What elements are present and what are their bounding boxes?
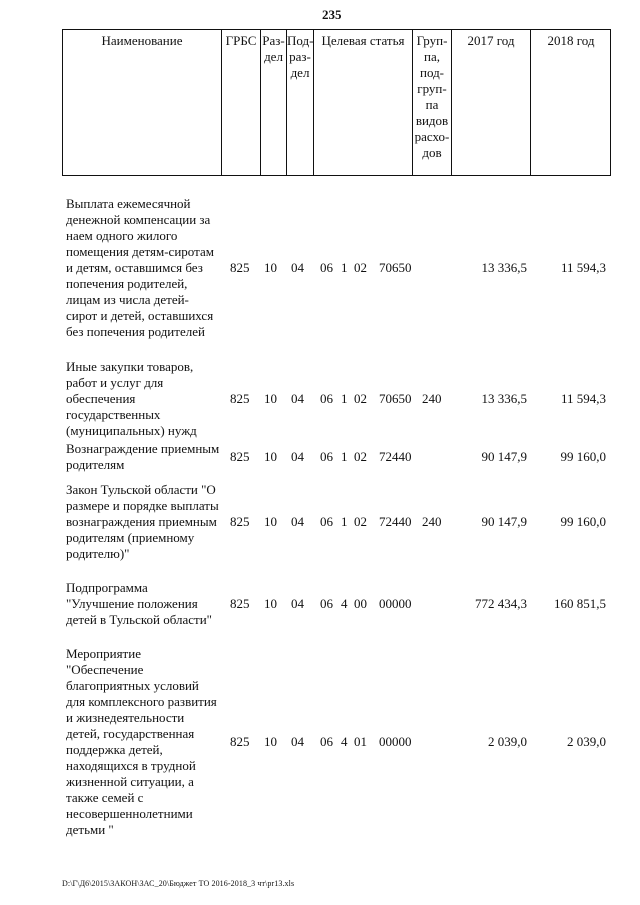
cell-2017: 772 434,3 xyxy=(475,596,527,611)
row-name: Мероприятие "Обеспечение благоприятных условий для комплексного развития и жизнедеятельности детей, государственная поддержка детей, находящихся в трудной жизненной ситуации, а также семей с несовершеннолетними детьми " xyxy=(66,646,217,837)
cell-grbs: 825 xyxy=(230,514,250,529)
cell-2017: 90 147,9 xyxy=(481,449,527,464)
cell-grbs: 825 xyxy=(230,449,250,464)
cell-target-program: 06 xyxy=(320,260,333,275)
cell-target-subprogram: 1 xyxy=(341,260,348,275)
cell-2018: 99 160,0 xyxy=(560,514,606,529)
cell-target-event: 02 xyxy=(354,391,367,406)
cell-2017: 13 336,5 xyxy=(481,391,527,406)
cell-target-direction: 70650 xyxy=(379,391,412,406)
cell-grbs: 825 xyxy=(230,391,250,406)
cell-2017: 2 039,0 xyxy=(488,734,527,749)
cell-target-program: 06 xyxy=(320,596,333,611)
cell-2017: 13 336,5 xyxy=(481,260,527,275)
header-expense-group: Груп- па, под- груп- па видов расхо- дов xyxy=(414,33,450,160)
cell-razdel: 10 xyxy=(264,514,277,529)
cell-target-program: 06 xyxy=(320,734,333,749)
cell-target-subprogram: 1 xyxy=(341,514,348,529)
cell-target-subprogram: 4 xyxy=(341,734,348,749)
cell-2018: 99 160,0 xyxy=(560,449,606,464)
cell-target-event: 01 xyxy=(354,734,367,749)
cell-target-direction: 00000 xyxy=(379,596,412,611)
row-name: Подпрограмма "Улучшение положения детей в Тульской области" xyxy=(66,580,212,627)
header-razdel: Раз- дел xyxy=(262,33,285,64)
cell-razdel: 10 xyxy=(264,260,277,275)
cell-2018: 11 594,3 xyxy=(560,260,606,275)
row-name: Иные закупки товаров, работ и услуг для обеспечения государственных (муниципальных) нужд xyxy=(66,359,197,438)
page-number: 235 xyxy=(322,7,342,22)
cell-target-event: 02 xyxy=(354,514,367,529)
row-name: Закон Тульской области "О размере и порядке выплаты вознаграждения приемным родителям (приемному родителю)" xyxy=(66,482,219,561)
cell-grbs: 825 xyxy=(230,260,250,275)
cell-podrazdel: 04 xyxy=(291,596,304,611)
file-path-footer: D:\Г\Д6\2015\ЗАКОН\ЗАС_20\Бюджет ТО 2016-2018_3 чт\pr13.xls xyxy=(62,879,295,888)
cell-target-subprogram: 4 xyxy=(341,596,348,611)
cell-target-program: 06 xyxy=(320,391,333,406)
header-2017: 2017 год xyxy=(467,33,515,48)
cell-podrazdel: 04 xyxy=(291,734,304,749)
cell-grbs: 825 xyxy=(230,734,250,749)
cell-target-direction: 72440 xyxy=(379,514,412,529)
cell-podrazdel: 04 xyxy=(291,260,304,275)
cell-grbs: 825 xyxy=(230,596,250,611)
cell-target-event: 00 xyxy=(354,596,367,611)
cell-podrazdel: 04 xyxy=(291,514,304,529)
header-target-article: Целевая статья xyxy=(321,33,405,48)
cell-razdel: 10 xyxy=(264,596,277,611)
cell-2017: 90 147,9 xyxy=(481,514,527,529)
cell-target-program: 06 xyxy=(320,514,333,529)
cell-2018: 2 039,0 xyxy=(567,734,606,749)
cell-target-direction: 00000 xyxy=(379,734,412,749)
cell-target-direction: 70650 xyxy=(379,260,412,275)
header-podrazdel: Под- раз- дел xyxy=(287,33,314,80)
header-name: Наименование xyxy=(101,33,183,48)
cell-target-subprogram: 1 xyxy=(341,449,348,464)
cell-target-subprogram: 1 xyxy=(341,391,348,406)
cell-target-event: 02 xyxy=(354,449,367,464)
cell-target-direction: 72440 xyxy=(379,449,412,464)
cell-razdel: 10 xyxy=(264,734,277,749)
cell-podrazdel: 04 xyxy=(291,391,304,406)
cell-group: 240 xyxy=(422,391,442,406)
row-name: Вознаграждение приемным родителям xyxy=(66,441,220,472)
cell-razdel: 10 xyxy=(264,391,277,406)
header-2018: 2018 год xyxy=(547,33,595,48)
cell-2018: 11 594,3 xyxy=(560,391,606,406)
cell-podrazdel: 04 xyxy=(291,449,304,464)
row-name: Выплата ежемесячной денежной компенсации за наем одного жилого помещения детям-сиротам и детям, оставшимся без попечения родителей, лицам из числа детей- сирот и детей, оставшихся без попечения родителей xyxy=(66,196,214,339)
cell-razdel: 10 xyxy=(264,449,277,464)
cell-target-program: 06 xyxy=(320,449,333,464)
cell-target-event: 02 xyxy=(354,260,367,275)
cell-2018: 160 851,5 xyxy=(554,596,606,611)
header-grbs: ГРБС xyxy=(225,33,257,48)
table-header xyxy=(62,29,611,176)
cell-group: 240 xyxy=(422,514,442,529)
